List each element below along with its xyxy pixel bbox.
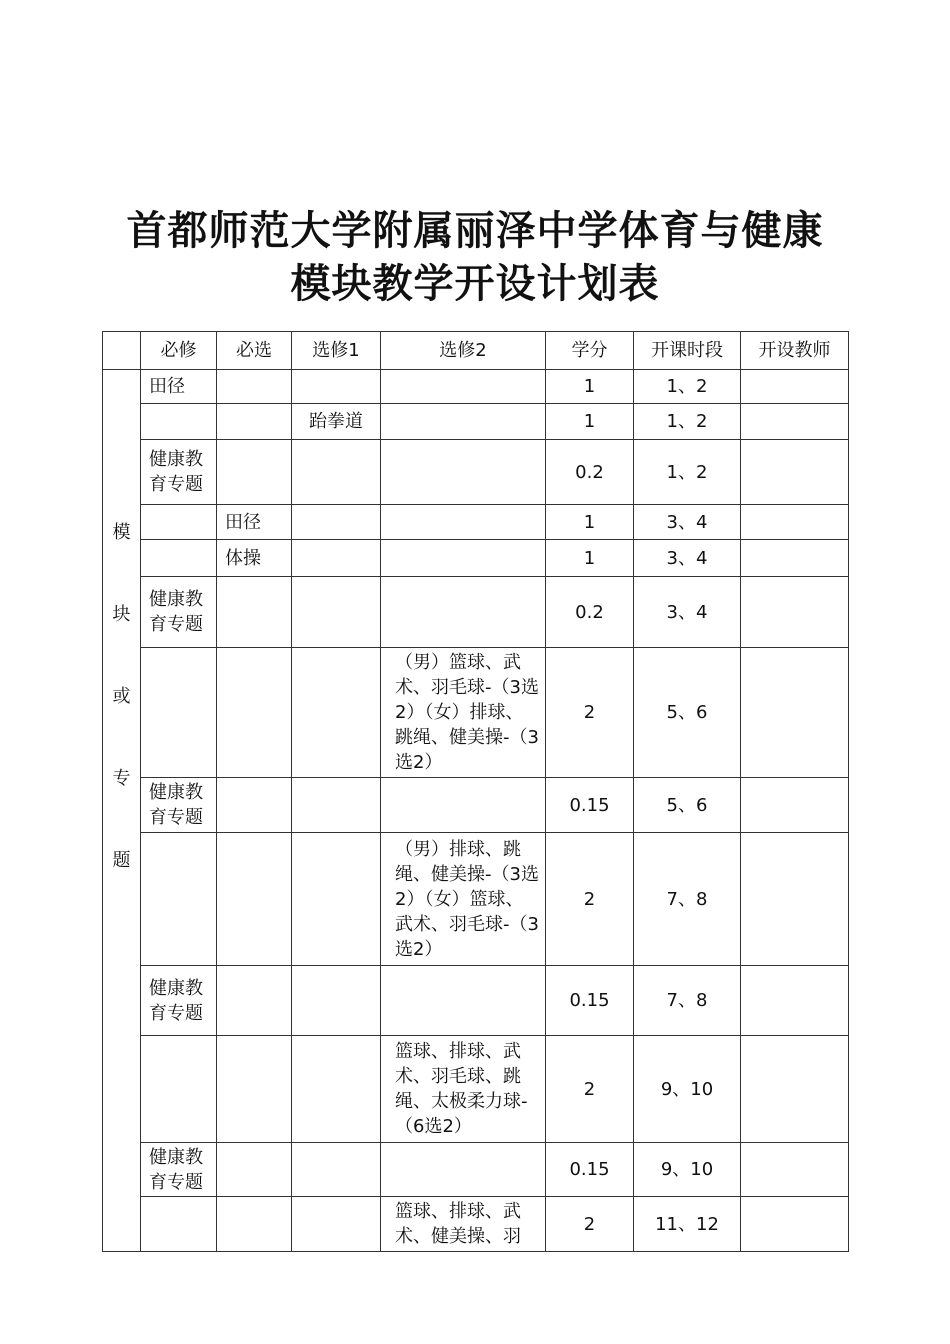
table-row (103, 966, 849, 1036)
cell-bixuan: 田径 (217, 505, 292, 540)
table-row (103, 648, 849, 778)
table-row (103, 440, 849, 505)
plan-table (102, 331, 849, 1252)
cell-teacher (741, 966, 849, 1036)
cell-credit: 2 (546, 1197, 634, 1252)
cell-bixuan (217, 648, 292, 778)
table-row (103, 1036, 849, 1143)
cell-bixuan (217, 1143, 292, 1197)
cell-credit: 2 (546, 833, 634, 966)
cell-bixiu: 健康教育专题 (141, 440, 217, 505)
cell-xuanxiu2: 篮球、排球、武术、健美操、羽 (381, 1197, 546, 1252)
header-cell-bixuan: 必选 (217, 332, 292, 370)
cell-xuanxiu2 (381, 404, 546, 440)
cell-period: 3、4 (634, 505, 741, 540)
cell-xuanxiu2 (381, 778, 546, 833)
cell-credit: 1 (546, 404, 634, 440)
side-label-cell (103, 370, 141, 1252)
header-cell-xuanxiu2: 选修2 (381, 332, 546, 370)
side-label-char: 模 (112, 522, 131, 543)
table-row (103, 505, 849, 540)
cell-teacher (741, 505, 849, 540)
cell-bixiu: 健康教育专题 (141, 577, 217, 648)
cell-bixuan (217, 1197, 292, 1252)
header-cell-blank (103, 332, 141, 370)
side-label-char: 块 (112, 604, 131, 625)
table-row (103, 370, 849, 404)
cell-credit: 0.15 (546, 966, 634, 1036)
table-row (103, 540, 849, 577)
cell-xuanxiu2 (381, 966, 546, 1036)
table-row (103, 1143, 849, 1197)
cell-bixiu: 健康教育专题 (141, 966, 217, 1036)
cell-xuanxiu2 (381, 505, 546, 540)
cell-teacher (741, 833, 849, 966)
cell-bixuan (217, 778, 292, 833)
cell-credit: 2 (546, 648, 634, 778)
cell-bixuan (217, 440, 292, 505)
cell-credit: 1 (546, 370, 634, 404)
cell-teacher (741, 577, 849, 648)
table-row (103, 833, 849, 966)
cell-teacher (741, 778, 849, 833)
document-title-line2: 模块教学开设计划表 (290, 261, 660, 307)
cell-xuanxiu2: （男）篮球、武术、羽毛球-（3选2）（女）排球、跳绳、健美操-（3选2） (381, 648, 546, 778)
header-cell-credit: 学分 (546, 332, 634, 370)
header-cell-period: 开课时段 (634, 332, 741, 370)
cell-period: 5、6 (634, 778, 741, 833)
cell-xuanxiu1 (292, 648, 381, 778)
cell-xuanxiu1 (292, 505, 381, 540)
cell-teacher (741, 1143, 849, 1197)
cell-xuanxiu2 (381, 577, 546, 648)
cell-bixiu (141, 648, 217, 778)
cell-bixiu: 田径 (141, 370, 217, 404)
cell-period: 7、8 (634, 833, 741, 966)
cell-bixiu (141, 1197, 217, 1252)
cell-credit: 0.15 (546, 778, 634, 833)
cell-xuanxiu1 (292, 1036, 381, 1143)
cell-teacher (741, 370, 849, 404)
cell-bixiu: 健康教育专题 (141, 1143, 217, 1197)
header-cell-bixiu: 必修 (141, 332, 217, 370)
cell-period: 3、4 (634, 577, 741, 648)
cell-teacher (741, 1036, 849, 1143)
header-cell-teacher: 开设教师 (741, 332, 849, 370)
cell-xuanxiu2 (381, 1143, 546, 1197)
cell-bixiu (141, 540, 217, 577)
cell-teacher (741, 404, 849, 440)
cell-xuanxiu1 (292, 966, 381, 1036)
cell-xuanxiu1 (292, 370, 381, 404)
cell-bixuan (217, 404, 292, 440)
cell-bixuan (217, 577, 292, 648)
side-label-char: 或 (112, 686, 131, 707)
cell-bixuan (217, 833, 292, 966)
cell-xuanxiu2: （男）排球、跳绳、健美操-（3选2）（女）篮球、武术、羽毛球-（3选2） (381, 833, 546, 966)
cell-xuanxiu2: 篮球、排球、武术、羽毛球、跳绳、太极柔力球-（6选2） (381, 1036, 546, 1143)
cell-bixiu (141, 404, 217, 440)
cell-period: 9、10 (634, 1036, 741, 1143)
cell-bixuan: 体操 (217, 540, 292, 577)
cell-xuanxiu1 (292, 577, 381, 648)
table-row (103, 1197, 849, 1252)
cell-xuanxiu1: 跆拳道 (292, 404, 381, 440)
cell-xuanxiu2 (381, 370, 546, 404)
cell-credit: 2 (546, 1036, 634, 1143)
cell-credit: 0.2 (546, 577, 634, 648)
cell-xuanxiu1 (292, 1143, 381, 1197)
table-row (103, 404, 849, 440)
cell-period: 11、12 (634, 1197, 741, 1252)
cell-bixiu: 健康教育专题 (141, 778, 217, 833)
table-row (103, 577, 849, 648)
cell-period: 5、6 (634, 648, 741, 778)
header-cell-xuanxiu1: 选修1 (292, 332, 381, 370)
cell-bixuan (217, 1036, 292, 1143)
cell-bixiu (141, 505, 217, 540)
cell-teacher (741, 1197, 849, 1252)
cell-xuanxiu1 (292, 540, 381, 577)
header-row (103, 332, 849, 370)
cell-xuanxiu1 (292, 778, 381, 833)
cell-period: 3、4 (634, 540, 741, 577)
cell-period: 1、2 (634, 440, 741, 505)
cell-bixuan (217, 966, 292, 1036)
cell-period: 1、2 (634, 404, 741, 440)
cell-period: 9、10 (634, 1143, 741, 1197)
cell-period: 7、8 (634, 966, 741, 1036)
document-title-line1: 首都师范大学附属丽泽中学体育与健康 (126, 208, 824, 254)
cell-teacher (741, 540, 849, 577)
table-row (103, 778, 849, 833)
cell-teacher (741, 440, 849, 505)
cell-credit: 1 (546, 505, 634, 540)
cell-bixiu (141, 1036, 217, 1143)
cell-period: 1、2 (634, 370, 741, 404)
cell-bixiu (141, 833, 217, 966)
side-label-char: 题 (112, 850, 131, 871)
cell-xuanxiu2 (381, 540, 546, 577)
cell-xuanxiu1 (292, 1197, 381, 1252)
cell-bixuan (217, 370, 292, 404)
cell-credit: 0.2 (546, 440, 634, 505)
cell-xuanxiu1 (292, 833, 381, 966)
cell-xuanxiu1 (292, 440, 381, 505)
cell-teacher (741, 648, 849, 778)
cell-xuanxiu2 (381, 440, 546, 505)
cell-credit: 0.15 (546, 1143, 634, 1197)
cell-credit: 1 (546, 540, 634, 577)
side-label-char: 专 (112, 768, 131, 789)
